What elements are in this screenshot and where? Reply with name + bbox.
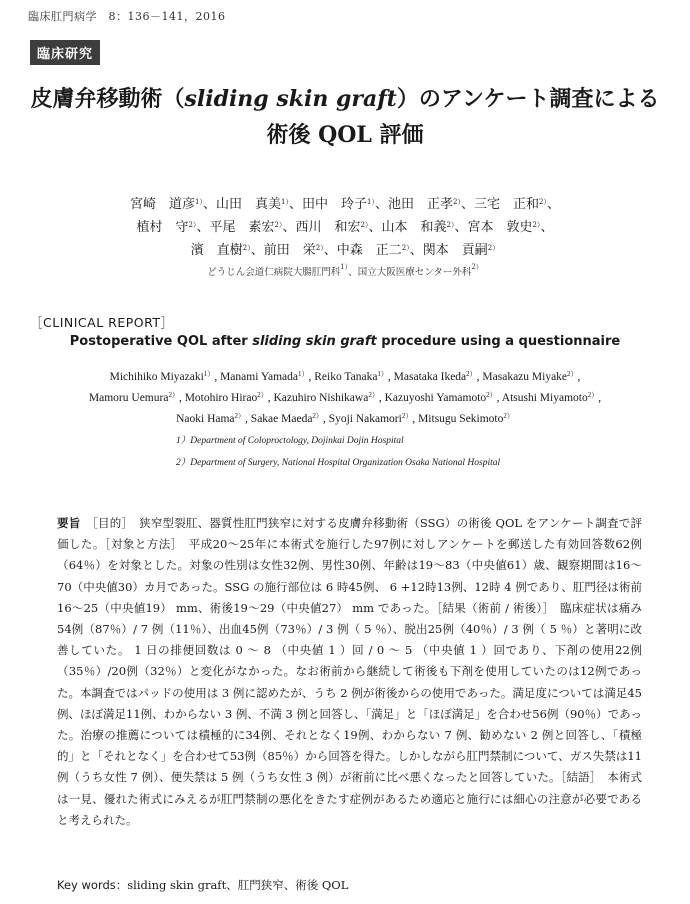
- separator: 、: [288, 197, 302, 212]
- author-affiliation-mark: 1）: [281, 198, 289, 206]
- author-affiliation-mark: 2）: [532, 221, 541, 229]
- author-affiliation-mark: 2）: [315, 244, 324, 252]
- author-name: Masakazu Miyake: [482, 371, 568, 383]
- en-authors-line3: [0, 413, 690, 425]
- title-italic: sliding skin graft: [184, 86, 397, 112]
- author-affiliation-mark: 1）: [203, 370, 215, 378]
- jp-authors-line1: [0, 193, 690, 216]
- en-authors-line2: [0, 392, 690, 404]
- author-name: 三宅 正和: [474, 197, 540, 212]
- separator: 、: [454, 220, 468, 235]
- author-affiliation-mark: 2）: [274, 221, 283, 229]
- author-name: 宮崎 道彦: [130, 197, 196, 212]
- separator: 、: [540, 220, 554, 235]
- japanese-title-line2: 術後 QOL 評価: [266, 122, 424, 148]
- author-name: 国立大阪医療センター外科: [357, 267, 472, 278]
- author-name: Michihiko Miyazaki: [109, 371, 204, 383]
- abstract-body: ［目的］ 狭窄型裂肛、器質性肛門狭窄に対する皮膚弁移動術（SSG）の術後 QOL をアンケート調査で評価した。［対象と方法］ 平成20～25年に本術式を施行した97例に対しアンケートを郵送した有効回答数62例（64％）を対象とした。対象の性別は女性32例、男性30例、年齢は19～83（中央値61）歳、観察期間は16～70（中央値30）カ月であった。SSG の施行部位は 6 時45例、 6 +12時13例、12時 4 例であり、肛門径は術前16～25（中央値19） mm、術後19～29（中央値27） mm であった。［結果（術前 / 術後）］ 臨床症状は痛み54例（87％）/ 7 例（11％）、出血45例（73％）/ 3 例（ 5 ％）、脱出25例（40％）/ 3 例（ 5 ％）と著明に改善していた。 1 日の排便回数は 0 ～ 8 （中央値 1 ）回 / 0 ～ 5 （中央値 1 ）回であり、下剤の使用22例（35％）/20例（32％）と変化がなかった。なお術前から継続して術後も下剤を使用していたのは12例であった。本調査ではパッドの使用は 3 例に認めたが、うち 2 例が術後からの使用であった。満足度については満足45例、ほぼ満足11例、わからない 3 例、不満 3 例と回答し、「満足」と「ほぼ満足」を合わせ56例（90％）であった。治療の推薦については積極的に34例、それとなく19例、わからない 7 例、勧めない 2 例と回答し、「積極的」と「それとなく」を合わせて53例（85％）から回答を得た。しかしながら肛門禁制について、ガス失禁は11例（うち女性 7 例）、便失禁は 5 例（うち女性 3 例）が術前に比べ悪くなったと回答していた。［結語］ 本術式は一見、優れた術式にみえるが肛門禁制の悪化をきたす症例があるため適応と施行には細心の注意が必要であると考えられた。: [57, 516, 642, 827]
- author-affiliation-mark: 2）: [242, 244, 251, 252]
- author-affiliation-mark: 2）: [539, 198, 547, 206]
- en-title-italic: sliding skin graft: [252, 334, 377, 349]
- author-name: Kazuyoshi Yamamoto: [384, 392, 487, 404]
- separator: ,: [178, 392, 185, 404]
- author-affiliation-mark: 2）: [471, 263, 483, 271]
- abstract: [57, 513, 642, 831]
- author-name: 山本 和義: [381, 220, 447, 235]
- author-name: 宮本 敦史: [467, 220, 533, 235]
- author-affiliation-mark: 2）: [486, 391, 497, 399]
- author-name: 前田 栄: [263, 243, 316, 258]
- author-name: Atsushi Miyamoto: [501, 392, 588, 404]
- author-name: 植村 守: [136, 220, 189, 235]
- author-name: 中森 正二: [336, 243, 402, 258]
- author-affiliation-mark: 2）: [401, 244, 410, 252]
- author-name: どうじん会道仁病院大腸肛門科: [207, 267, 341, 278]
- author-name: 濱 直樹: [190, 243, 243, 258]
- jp-affiliations: [0, 264, 690, 278]
- author-affiliation-mark: 2）: [360, 221, 369, 229]
- author-name: 平尾 素宏: [209, 220, 275, 235]
- journal-citation: 臨床肛門病学 8：136－141，2016: [28, 10, 226, 23]
- abstract-lead: 要旨: [57, 516, 81, 530]
- en-affiliation-2: 2）Department of Surgery, National Hospital Organization Osaka National Hospital: [176, 458, 501, 468]
- separator: 、: [250, 243, 264, 258]
- clinical-report-label: ［CLINICAL REPORT］: [30, 315, 174, 330]
- author-name: 田中 玲子: [302, 197, 368, 212]
- author-name: Kazuhiro Nishikawa: [273, 392, 369, 404]
- separator: ,: [267, 392, 274, 404]
- keywords: [57, 877, 348, 893]
- separator: ,: [412, 413, 419, 425]
- separator: ,: [387, 371, 394, 383]
- title-suffix: ）のアンケート調査による: [396, 86, 660, 112]
- author-name: Reiko Tanaka: [314, 371, 378, 383]
- separator: ,: [245, 413, 251, 425]
- separator: ,: [214, 371, 221, 383]
- separator: ,: [598, 392, 602, 404]
- author-affiliation-mark: 2）: [401, 412, 413, 420]
- separator: 、: [368, 220, 382, 235]
- author-affiliation-mark: 2）: [587, 391, 599, 399]
- author-affiliation-mark: 2）: [446, 221, 455, 229]
- en-affiliation-1: 1）Department of Coloproctology, Dojinkai Dojin Hospital: [176, 436, 404, 446]
- separator: ,: [378, 392, 385, 404]
- separator: ,: [308, 371, 315, 383]
- separator: 、: [282, 220, 296, 235]
- en-authors-line1: [0, 371, 690, 383]
- separator: 、: [323, 243, 337, 258]
- author-name: Naoki Hama: [176, 413, 235, 425]
- en-title-suffix: procedure using a questionnaire: [376, 334, 621, 349]
- separator: 、: [546, 197, 560, 212]
- en-title-prefix: Postoperative QOL after: [69, 334, 253, 349]
- author-affiliation-mark: 2）: [453, 198, 461, 206]
- separator: ,: [577, 371, 581, 383]
- author-affiliation-mark: 1）: [298, 370, 309, 378]
- author-name: Motohiro Hirao: [184, 392, 258, 404]
- separator: ,: [476, 371, 483, 383]
- author-affiliation-mark: 2）: [234, 412, 246, 420]
- jp-authors-line2: [0, 216, 690, 239]
- author-name: 関本 貢嗣: [422, 243, 488, 258]
- author-affiliation-mark: 1）: [340, 263, 349, 271]
- separator: 、: [374, 197, 388, 212]
- author-affiliation-mark: 1）: [195, 198, 203, 206]
- keywords-label: Key words：: [57, 878, 128, 892]
- author-name: Masataka Ikeda: [393, 371, 467, 383]
- author-affiliation-mark: 2）: [567, 370, 578, 378]
- category-badge: 臨床研究: [30, 40, 100, 65]
- author-name: 池田 正孝: [388, 197, 454, 212]
- separator: ,: [496, 392, 502, 404]
- author-affiliation-mark: 2）: [168, 391, 179, 399]
- author-name: Sakae Maeda: [250, 413, 313, 425]
- author-affiliation-mark: 1）: [377, 370, 388, 378]
- author-affiliation-mark: 2）: [188, 221, 197, 229]
- author-affiliation-mark: 2）: [503, 412, 514, 420]
- author-affiliation-mark: 2）: [466, 370, 477, 378]
- author-affiliation-mark: 2）: [368, 391, 379, 399]
- keywords-value: sliding skin graft、肛門狭窄、術後 QOL: [127, 878, 349, 892]
- english-title: [0, 334, 690, 349]
- author-affiliation-mark: 2）: [257, 391, 268, 399]
- separator: ,: [322, 413, 329, 425]
- author-affiliation-mark: 2）: [312, 412, 323, 420]
- author-name: 山田 真美: [216, 197, 282, 212]
- author-name: Mitsugu Sekimoto: [418, 413, 504, 425]
- separator: 、: [202, 197, 216, 212]
- author-name: 西川 和宏: [295, 220, 361, 235]
- author-name: Manami Yamada: [220, 371, 298, 383]
- author-name: Syoji Nakamori: [328, 413, 402, 425]
- author-affiliation-mark: 2）: [487, 244, 500, 252]
- separator: 、: [348, 267, 358, 278]
- author-name: Mamoru Uemura: [88, 392, 169, 404]
- jp-authors-line3: [0, 239, 690, 262]
- title-prefix: 皮膚弁移動術（: [30, 86, 185, 112]
- author-affiliation-mark: 1）: [367, 198, 375, 206]
- separator: 、: [196, 220, 210, 235]
- separator: 、: [409, 243, 423, 258]
- japanese-title-line1: [0, 82, 690, 113]
- separator: 、: [460, 197, 474, 212]
